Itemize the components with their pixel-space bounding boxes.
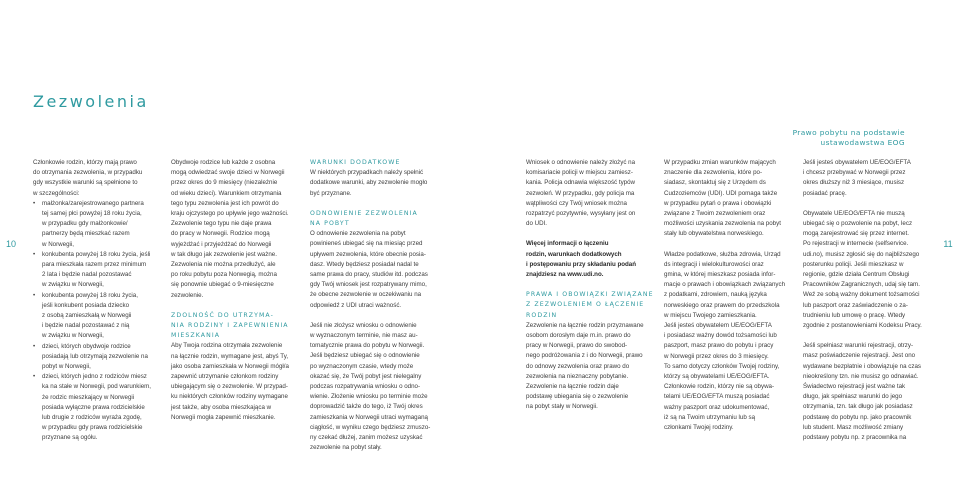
info-line-text: Więcej informacji o łączeniu [526,240,609,248]
text-line: tomatycznie prawa do pobytu w Norwegii. [310,342,425,350]
text-line: iż są na Twoim utrzymaniu lub są [664,413,756,421]
text-line: gdy Twój wniosek jest rozpatrywany mimo, [310,281,427,289]
text-line: i posiadasz ważny dowód tożsamości lub [664,332,777,340]
text-line: rozpatrzyć pozytywnie, wysyłany jest on [526,210,636,218]
text-line: telami UE/EOG/EFTA muszą posiadać [664,393,770,401]
text-line: do UDI. [526,220,547,228]
section-heading: MIESZKANIA [171,332,221,340]
text-line: otrzymania, tzn. tak długo jak posiadasz [803,403,913,411]
text-line: do otrzymania zezwolenia, w przypadku [33,169,143,177]
text-line: Zezwolenie na łącznie rodzin daje [526,383,619,391]
text-line: w przypadku pytań o prawa i obowiązki [664,199,772,207]
text-line: lub drugie z rodziców wyraża zgodę, [42,414,142,422]
text-line: wyjeżdżać i przyjeżdżać do Norwegii [171,240,272,248]
text-line: zezwoleń. W przypadku, gdy policja ma [526,189,635,197]
text-line: udi.no), musisz zgłosić się do najbliższego [803,250,920,258]
text-line: komisariacie policji w miejscu zamiesz- [526,169,633,177]
text-line: pracy w Norwegii, prawo do swobod- [526,342,628,350]
text-line: pobyt w Norwegii, [42,363,91,371]
text-line: Zezwolenia nie można przedłużyć, ale [171,261,276,269]
text-line: odpowiedź z UDI utraci ważność. [310,301,402,309]
text-line: jeśli konkubent posiada dziecko [42,301,130,309]
text-line: Jeśli nie złożysz wniosku o odnowienie [310,321,417,329]
bullet-item: • dzieci, których jedno z rodziców miesz [33,372,158,382]
text-line: przyznane są ogółu. [42,434,98,442]
text-line: masz poświadczenie rejestracji. Jest ono [803,352,916,360]
text-line: paszport, masz prawo do pobytu i pracy [664,342,774,350]
text-line: do odnowy zezwolenia oraz prawo do [526,362,630,370]
text-line: siadasz, skontaktuj się z Urzędem ds [664,179,766,187]
text-column-4 [526,158,654,413]
text-line: To samo dotyczy członków Twojej rodziny, [664,362,780,370]
text-line: na łącznie rodzin, wymagane jest, abyś Ty, [171,352,289,360]
text-line: lub paszport oraz zaświadczenie o za- [803,301,908,309]
text-line: że obecne zezwolenie w oczekiwaniu na [310,291,422,299]
text-line: Obydwoje rodzice lub każde z osobna [171,159,276,166]
text-column-2 [171,158,299,423]
text-line: okres dłuższy niż 3 miesiące, musisz [803,179,905,187]
text-line: być przyznane. [310,189,352,197]
text-line: ny czekać dłużej, zanim możesz uzyskać [310,434,423,442]
text-line: w związku w Norwegii, [42,332,104,340]
text-column-1 [33,158,158,444]
text-line: dasz. Wtedy będziesz posiadał nadal te [310,260,419,268]
text-line: Jeśli jesteś obywatelem UE/EOG/EFTA [803,159,911,166]
text-line: doprowadzić także do tego, iż Twój okres [310,403,423,411]
text-line: Zezwolenie na łącznie rodzin przyznawane [526,321,644,329]
text-line: podstawę do pobytu np. jako pracownik [803,413,912,421]
text-line: posiadają lub otrzymają zezwolenie na [42,352,148,360]
text-line: Jeśli będziesz ubiegać się o odnowienie [310,352,420,360]
text-line: W przypadku zmian warunków mających [664,159,776,166]
text-line: osobom dorosłym daje m.in. prawo do [526,332,631,340]
text-line: Zezwolenie tego typu nie daje prawa [171,220,272,228]
text-line: długo, jak spełniasz warunki do jego [803,393,903,401]
text-line: zezwolenie na pobyt stały. [310,444,382,452]
text-line: możliwości uzyskania zezwolenia na pobyt [664,220,781,228]
text-line: dodatkowe warunki, aby zezwolenie mogło [310,179,428,187]
text-line: którzy są obywatelami UE/EOG/EFTA. [664,373,770,381]
text-line: wienie. Złożenie wniosku po terminie może [310,393,428,401]
text-line: członkami Twojej rodziny. [664,424,734,432]
text-line: w wyznaczonym terminie, nie masz au- [310,332,418,340]
text-line: ubiegać się o pozwolenie na pobyt, lecz [803,220,913,228]
section-header-line: Prawo pobytu na podstawie [792,128,905,137]
text-line: tej samej płci powyżej 18 roku życia, [42,210,142,218]
text-line: znaczenie dla zezwolenia, które po- [664,169,763,177]
text-line: trudnieniu lub umowę o pracę. Wtedy [803,311,906,319]
info-line-text: rodzin, warunkach dodatkowych [526,250,622,258]
text-line: i będzie nadal pozostawać z nią [42,322,130,330]
text-line: po wyznaczonym czasie, wtedy może [310,362,414,370]
text-line: Członkowie rodzin, którzy mają prawo [33,159,137,166]
info-line [526,270,654,280]
text-line: zezwolenia na nieznaczny pobytanie. [526,372,629,380]
text-line: Wniosek o odnowienie należy złożyć na [526,159,636,166]
text-line: w szczególności: [33,189,80,197]
text-line: w związku w Norwegii, [42,281,104,289]
text-line: Aby Twoja rodzina otrzymała zezwolenie [171,342,283,350]
section-heading: NIA RODZINY I ZAPEWNIENIA [171,322,289,330]
text-line: Po rejestracji w internecie (selfservice. [803,240,909,248]
text-line: Weź ze sobą ważny dokument tożsamości [803,291,920,299]
text-line: Członkowie rodzin, którzy nie są obywa- [664,383,775,391]
text-line: w Norwegii, [42,240,74,248]
text-line: jako osoba zamieszkała w Norwegii mógł/a [171,362,289,370]
bullet-item: • małżonka/zarejestrowanego partnera [33,199,158,209]
text-line: podczas rozpatrywania wniosku o odno- [310,383,421,391]
text-line: posterunku policji. Jeśli mieszkasz w [803,260,904,268]
text-line: jest także, aby osoba mieszkająca w [171,403,272,411]
text-line: podstawy pobytu np. z pracownika na [803,434,907,442]
text-line: 2 lata i będzie nadal pozostawać [42,271,132,279]
section-heading: NA POBYT [310,220,350,228]
text-line: przez okres do 9 miesięcy (niezależnie [171,179,278,187]
text-line: gdy wszystkie warunki są spełnione to [33,179,138,187]
text-line: od wieku dzieci). Warunkiem otrzymania [171,189,282,197]
info-line [526,250,654,260]
text-line: z osobą zamieszkałą w Norwegii [42,312,132,320]
text-line: macje o prawach i obowiązkach związanych [664,281,786,289]
text-line: że rodzic mieszkający w Norwegii [42,393,135,401]
text-line: w przypadku gdy prawa rodzicielskie [42,424,143,432]
section-heading: ZDOLNOŚĆ DO UTRZYMA- [171,311,274,319]
text-line: partnerzy będą mieszkać razem [42,230,130,238]
section-heading: WARUNKI DODATKOWE [310,159,401,166]
text-line: wątpliwości czy Twój wniosek można [526,199,627,207]
section-heading: ODNOWIENIE ZEZWOLENIA [310,209,418,217]
text-line: O odnowienie zezwolenia na pobyt [310,230,406,238]
text-line: para mieszkała razem przez minimum [42,261,147,269]
text-line: i chcesz przebywać w Norwegii przez [803,169,906,177]
text-line: podstawę ubiegania się o zezwolenie [526,393,629,401]
text-line: Pracowników Zagranicznych, udaj się tam. [803,281,920,289]
bullet-item: • dzieci, których obydwoje rodzice [33,342,158,352]
page-number-right: 11 [943,239,953,249]
section-header-line: ustawodawstwa EOG [820,137,905,147]
text-line: Jeśli spełniasz warunki rejestracji, otrzy- [803,342,914,350]
text-line: regionie, gdzie działa Centrum Obsługi [803,271,910,279]
text-column-5 [664,158,792,433]
section-heading: Z ZEZWOLENIEM O ŁĄCZENIE [526,301,645,309]
text-line: zamieszkania w Norwegii utraci wymaganą [310,413,428,421]
text-line: mogą odwiedzać swoje dzieci w Norwegii [171,169,285,177]
text-line: Świadectwo rejestracji jest ważne tak [803,383,906,391]
info-line [526,239,654,249]
text-line: mogą zarejestrować się przez internet. [803,230,909,238]
page-number-left: 10 [5,239,16,249]
text-line: norweskiego oraz prawem do przedszkola [664,301,780,309]
text-line: wydawane bezpłatnie i obowiązuje na czas [803,362,921,370]
text-line: Jeśli jesteś obywatelem UE/EOG/EFTA [664,322,772,330]
text-line: same prawa do pracy, studiów itd. podczas [310,271,428,279]
text-line: lub student. Masz możliwość zmiany [803,423,904,431]
text-line: na pobyt stały w Norwegii. [526,403,598,411]
text-line: nego podróżowania z i do Norwegii, prawo [526,352,643,360]
text-line: ds integracji i wielokulturowości oraz [664,260,764,268]
text-line: się ponownie ubiegać o 9-miesięczne [171,281,274,289]
text-line: z podatkami, zdrowiem, nauką języka [664,291,767,299]
text-line: zapewnić utrzymanie członkom rodziny [171,373,279,381]
text-line: kraju ojczystego po upływie jego ważności. [171,210,289,218]
text-line: gmina, w której mieszkasz posiada infor- [664,271,776,279]
section-header [725,128,905,147]
text-line: nieokreślony tzn. nie musisz go odnawiać. [803,372,919,380]
section-heading: PRAWA I OBOWIĄZKI ZWIĄZANE [526,291,654,299]
text-column-6 [803,158,931,443]
text-column-3 [310,158,440,453]
text-line: W niektórych przypadkach należy spełnić [310,169,424,177]
text-line: stały lub obywatelstwa norweskiego. [664,230,764,238]
text-line: Władze podatkowe, służba zdrowia, Urząd [664,250,781,258]
text-line: ku niektórych członków rodziny wymagane [171,393,288,401]
text-line: związane z Twoim zezwoleniem oraz [664,210,766,218]
bullet-item: • konkubenta powyżej 18 roku życia, jeśli [33,250,158,260]
info-line-text: i postępowaniu przy składaniu podań [526,260,637,268]
text-line: w tak długo jak zezwolenie jest ważne. [171,250,277,258]
text-line: ciągłość, w wyniku czego będziesz zmuszo- [310,423,431,431]
text-line: Obywatele UE/EOG/EFTA nie muszą [803,209,905,217]
section-heading: RODZIN [526,311,558,319]
text-line: ważny paszport oraz udokumentować, [664,403,770,411]
info-line [526,260,654,270]
text-line: po roku pobytu poza Norwegią, można [171,271,277,279]
text-line: w Norwegii przez okres do 3 miesięcy. [664,352,769,360]
text-line: posiadać pracę. [803,189,847,197]
text-line: Norwegii mogła zapewnić mieszkanie. [171,413,276,421]
text-line: upływem zezwolenia, które obecnie posia- [310,250,426,258]
text-line: posiada wyłączne prawa rodzicielskie [42,403,145,411]
bullet-item: • konkubenta powyżej 18 roku życia, [33,291,158,301]
text-line: do pracy w Norwegii. Rodzice mogą [171,230,270,238]
text-line: ka na stałe w Norwegii, pod warunkiem, [42,383,152,391]
text-line: powinieneś ubiegać się na miesiąc przed [310,240,423,248]
text-line: kania. Policja odnawia większość typów [526,179,636,187]
text-line: zgodnie z postanowieniami Kodeksu Pracy. [803,322,922,330]
info-link-text: znajdziesz na www.udi.no. [526,271,604,279]
text-line: okazać się, że Twój pobyt jest nielegalny [310,372,422,380]
text-line: w miejscu Twojego zamieszkania. [664,311,757,319]
text-line: Cudzoziemców (UDI). UDI pomaga także [664,189,778,197]
text-line: ubiegającym się o zezwolenie. W przypad- [171,383,288,391]
text-line: tego typu zezwolenia jest ich powrót do [171,199,279,207]
text-line: w przypadku gdy małżonkowie/ [42,220,128,228]
page-title: Zezwolenia [33,92,149,111]
text-line: zezwolenie. [171,291,204,299]
